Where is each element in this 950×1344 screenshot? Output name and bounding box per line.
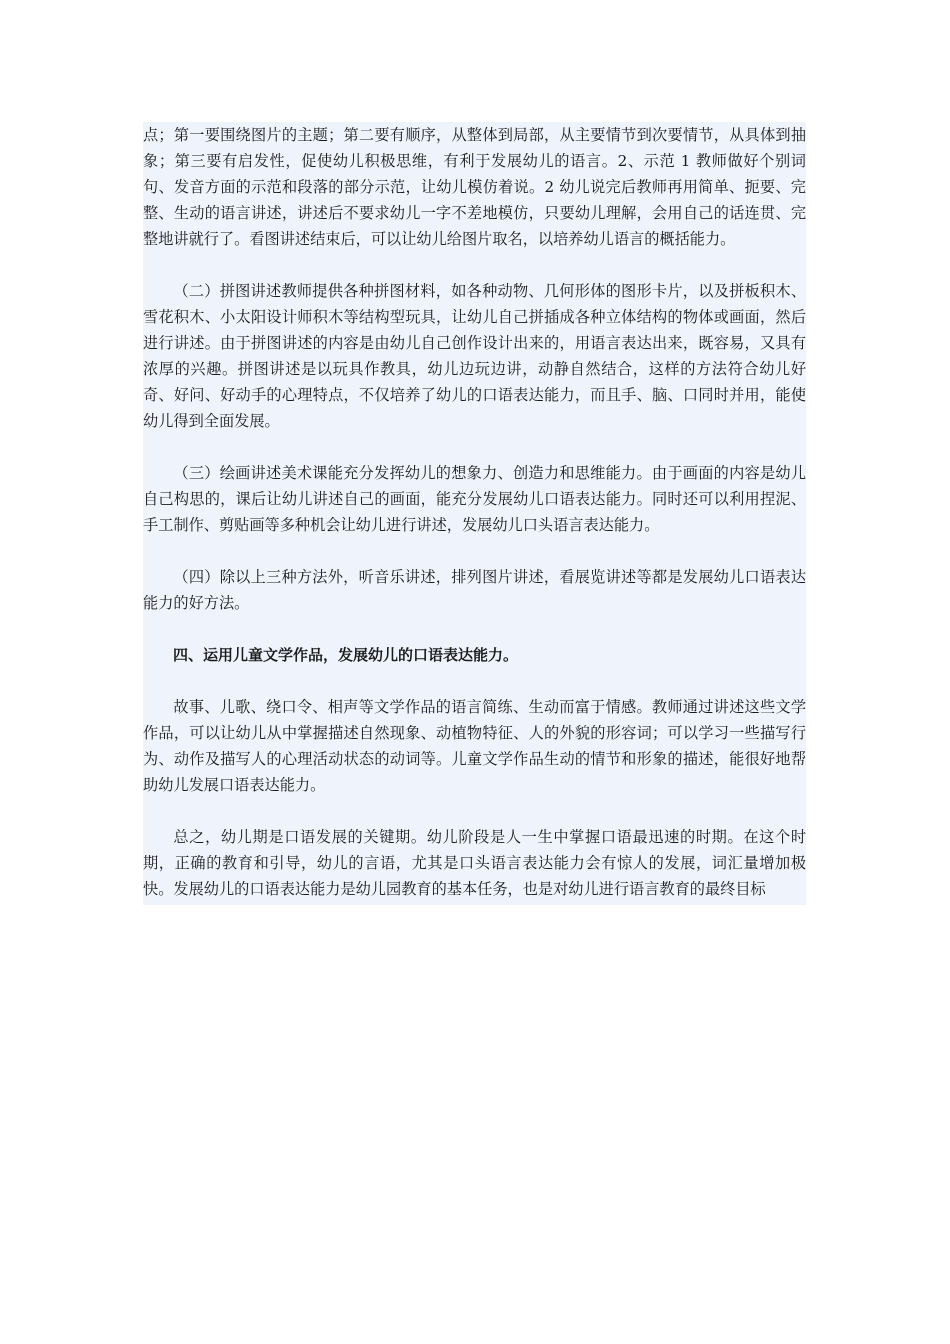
paragraph-gap: [143, 798, 806, 824]
paragraph-drawing-narration: （三）绘画讲述美术课能充分发挥幼儿的想象力、创造力和思维能力。由于画面的内容是幼儿自己构思的，课后让幼儿讲述自己的画面，能充分发展幼儿口语表达能力。同时还可以利用捏泥、手工制作、剪贴画等多种机会让幼儿进行讲述，发展幼儿口头语言表达能力。: [143, 464, 806, 534]
paragraph-other-methods: （四）除以上三种方法外，听音乐讲述，排列图片讲述，看展览讲述等都是发展幼儿口语表达能力的好方法。: [143, 568, 806, 612]
paragraph-conclusion: 总之，幼儿期是口语发展的关键期。幼儿阶段是人一生中掌握口语最迅速的时期。在这个时期，正确的教育和引导，幼儿的言语，尤其是口头语言表达能力会有惊人的发展，词汇量增加极快。发展幼儿的口语表达能力是幼儿园教育的基本任务，也是对幼儿进行语言教育的最终目标: [143, 828, 806, 898]
paragraph-continuation: 点；第一要围绕图片的主题；第二要有顺序，从整体到局部，从主要情节到次要情节，从具体到抽象；第三要有启发性，促使幼儿积极思维，有利于发展幼儿的语言。2、示范 1 教师做好个别词句、发音方面的示范和段落的部分示范，让幼儿模仿着说。2 幼儿说完后教师再用简单、扼要、完整、生动的语言讲述，讲述后不要求幼儿一字不差地模仿，只要幼儿理解，会用自己的话连贯、完整地讲就行了。看图讲述结束后，可以让幼儿给图片取名，以培养幼儿语言的概括能力。: [143, 126, 806, 248]
section-heading-four: 四、运用儿童文学作品，发展幼儿的口语表达能力。: [173, 646, 519, 664]
document-text-block: [143, 122, 806, 905]
paragraph-literature-works: 故事、儿歌、绕口令、相声等文学作品的语言简练、生动而富于情感。教师通过讲述这些文学作品，可以让幼儿从中掌握描述自然现象、动植物特征、人的外貌的形容词；可以学习一些描写行为、动作及描写人的心理活动状态的动词等。儿童文学作品生动的情节和形象的描述，能很好地帮助幼儿发展口语表达能力。: [143, 698, 806, 794]
paragraph-jigsaw-narration: （二）拼图讲述教师提供各种拼图材料，如各种动物、几何形体的图形卡片，以及拼板积木、雪花积木、小太阳设计师积木等结构型玩具，让幼儿自己拼插成各种立体结构的物体或画面，然后进行讲述。由于拼图讲述的内容是由幼儿自己创作设计出来的，用语言表达出来，既容易，又具有浓厚的兴趣。拼图讲述是以玩具作教具，幼儿边玩边讲，动静自然结合，这样的方法符合幼儿好奇、好问、好动手的心理特点，不仅培养了幼儿的口语表达能力，而且手、脑、口同时并用，能使幼儿得到全面发展。: [143, 282, 806, 430]
paragraph-gap: [143, 668, 806, 694]
paragraph-gap: [143, 434, 806, 460]
paragraph-gap: [143, 616, 806, 642]
paragraph-gap: [143, 252, 806, 278]
paragraph-gap: [143, 538, 806, 564]
